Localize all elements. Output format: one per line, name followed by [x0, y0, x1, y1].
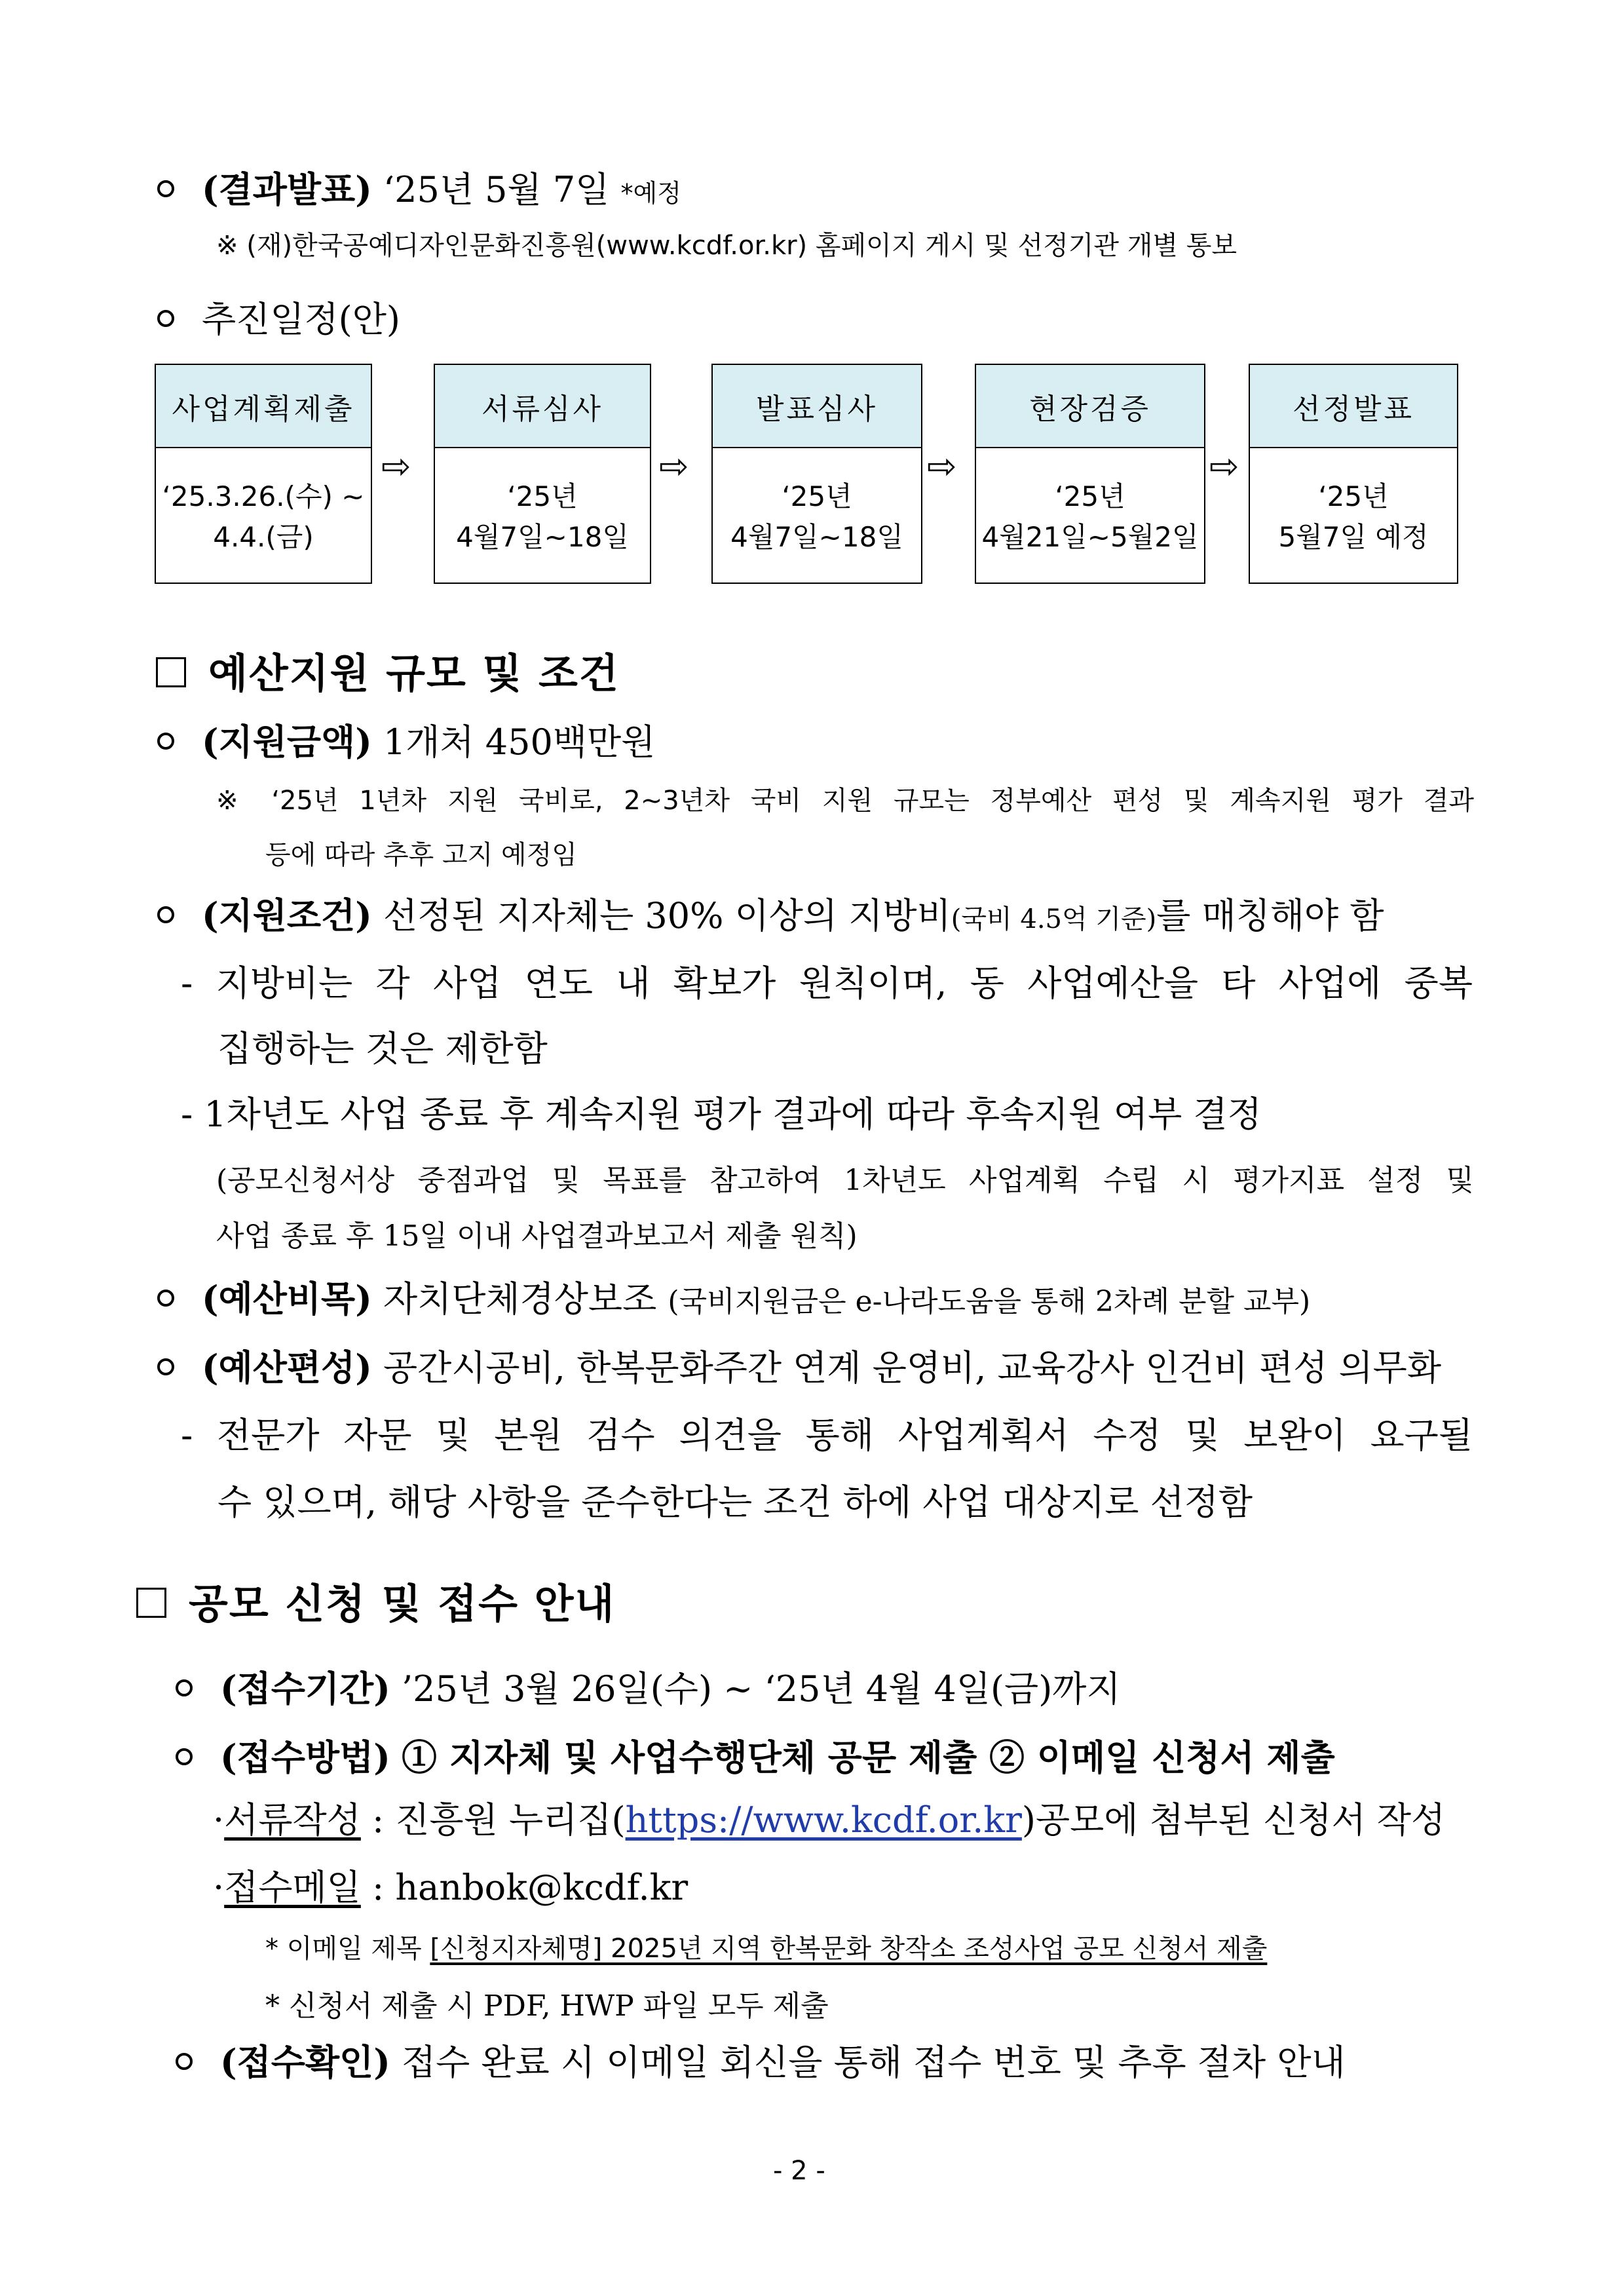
budget-item-line: [157, 1271, 1310, 1322]
condition-dash-1a: - 지방비는 각 사업 연도 내 확보가 원칙이며, 동 사업예산을 타 사업에 중복: [181, 963, 1473, 1004]
mail-note-1-prefix: * 이메일 제목: [265, 1934, 430, 1964]
step-line1: ‘25.3.26.(수) ~: [162, 480, 365, 512]
mail-note-1: [265, 1928, 1267, 1965]
circle-bullet-icon: [157, 906, 174, 923]
schedule-step-announce: [1249, 364, 1458, 584]
step-line2: 4월7일~18일: [730, 520, 903, 553]
step-line2: 4월7일~18일: [456, 520, 629, 553]
budget-heading-line: [156, 641, 620, 699]
edit-dash-b: 수 있으며, 해당 사항을 준수한다는 조건 하에 사업 대상지로 선정함: [217, 1482, 1253, 1523]
schedule-title-line: [157, 292, 400, 342]
schedule-step-document: [434, 364, 651, 584]
result-date: ‘25년 5월 7일: [383, 169, 610, 210]
edit-text: 공간시공비, 한복문화주간 연계 운영비, 교육강사 인건비 편성 의무화: [383, 1347, 1442, 1388]
circle-bullet-icon: [176, 1748, 193, 1765]
condition-dash-1b: 집행하는 것은 제한함: [217, 1028, 548, 1069]
budget-condition-line: [157, 888, 1384, 938]
square-bullet-icon: [136, 1588, 166, 1618]
step-line1: ‘25년: [507, 480, 578, 512]
circle-bullet-icon: [176, 1679, 193, 1696]
step-header: 선정발표: [1250, 365, 1457, 448]
dot-bullet-icon: ·: [213, 1799, 225, 1841]
apply-mail-line: [213, 1860, 688, 1910]
amount-note-2: 등에 따라 추후 고지 예정임: [265, 840, 577, 870]
mail-subject-format: [신청지자체명] 2025년 지역 한복문화 창작소 조성사업 공모 신청서 제출: [430, 1934, 1268, 1964]
apply-confirm-line: [176, 2035, 1346, 2085]
apply-doc-line: [213, 1792, 1445, 1843]
condition-text-end: 를 매칭해야 함: [1156, 895, 1384, 936]
kcdf-link[interactable]: https://www.kcdf.or.kr: [625, 1799, 1022, 1841]
confirm-text: 접수 완료 시 이메일 회신을 통해 접수 번호 및 추후 절차 안내: [401, 2042, 1346, 2083]
period-text: ’25년 3월 26일(수) ~ ‘25년 4월 4일(금)까지: [401, 1668, 1121, 1710]
result-line: [157, 162, 681, 212]
page-number: - 2 -: [773, 2156, 825, 2186]
dot-bullet-icon: ·: [213, 1867, 225, 1908]
doc-text-b: )공모에 첨부된 신청서 작성: [1021, 1799, 1446, 1841]
confirm-label: (접수확인): [220, 2041, 390, 2083]
mail-note-2: * 신청서 제출 시 PDF, HWP 파일 모두 제출: [265, 1989, 829, 2023]
arrow-right-icon: ⇨: [381, 446, 411, 487]
apply-method-line: [176, 1730, 1335, 1780]
period-label: (접수기간): [220, 1668, 390, 1710]
item-text: 자치단체경상보조: [383, 1278, 657, 1320]
step-line2: 4.4.(금): [213, 520, 314, 553]
step-header: 발표심사: [713, 365, 921, 448]
condition-dash-2-note-a: (공모신청서상 중점과업 및 목표를 참고하여 1차년도 사업계획 수립 시 평가지표 설정 및: [216, 1164, 1474, 1197]
step-line2: 4월21일~5월2일: [981, 520, 1199, 553]
result-sub-note: ※ (재)한국공예디자인문화진흥원(www.kcdf.or.kr) 홈페이지 게시 및 선정기관 개별 통보: [216, 231, 1237, 261]
schedule-title: 추진일정(안): [202, 299, 400, 340]
arrow-right-icon: ⇨: [659, 446, 689, 487]
circle-bullet-icon: [157, 180, 174, 197]
circle-bullet-icon: [176, 2053, 193, 2070]
condition-dash-2: - 1차년도 사업 종료 후 계속지원 평가 결과에 따라 후속지원 여부 결정: [181, 1094, 1262, 1135]
edit-label: (예산편성): [202, 1347, 372, 1388]
step-line1: ‘25년: [782, 480, 852, 512]
apply-heading: 공모 신청 및 접수 안내: [189, 1580, 616, 1628]
item-label: (예산비목): [202, 1278, 372, 1320]
doc-label: 서류작성: [224, 1799, 361, 1841]
circle-bullet-icon: [157, 733, 174, 750]
schedule-step-field: [975, 364, 1205, 584]
arrow-right-icon: ⇨: [927, 446, 957, 487]
mail-text: : hanbok@kcdf.kr: [372, 1867, 689, 1908]
circle-bullet-icon: [157, 1358, 174, 1375]
item-note: (국비지원금은 e-나라도움을 통해 2차례 분할 교부): [668, 1285, 1311, 1318]
result-note: *예정: [620, 179, 681, 208]
step-line2: 5월7일 예정: [1278, 520, 1429, 553]
amount-text: 1개처 450백만원: [383, 721, 656, 763]
step-line1: ‘25년: [1318, 480, 1389, 512]
apply-period-line: [176, 1661, 1121, 1712]
condition-text: 선정된 지자체는 30% 이상의 지방비: [383, 895, 951, 936]
amount-label: (지원금액): [202, 721, 372, 763]
step-header: 서류심사: [435, 365, 650, 448]
step-line1: ‘25년: [1055, 480, 1125, 512]
condition-dash-2-note-b: 사업 종료 후 15일 이내 사업결과보고서 제출 원칙): [216, 1219, 858, 1253]
budget-amount-line: [157, 714, 655, 765]
condition-small: (국비 4.5억 기준): [951, 904, 1157, 934]
method-text: ① 지자체 및 사업수행단체 공문 제출 ② 이메일 신청서 제출: [401, 1736, 1335, 1778]
mail-label: 접수메일: [224, 1867, 361, 1908]
circle-bullet-icon: [157, 1290, 174, 1307]
doc-text-a: : 진흥원 누리집(: [372, 1799, 626, 1841]
apply-heading-line: [136, 1571, 615, 1630]
budget-edit-line: [157, 1340, 1441, 1390]
budget-heading: 예산지원 규모 및 조건: [208, 649, 620, 697]
step-header: 현장검증: [976, 365, 1204, 448]
step-header: 사업계획제출: [156, 365, 371, 448]
arrow-right-icon: ⇨: [1209, 446, 1239, 487]
schedule-step-submit: [155, 364, 372, 584]
condition-label: (지원조건): [202, 894, 372, 936]
square-bullet-icon: [156, 657, 186, 687]
circle-bullet-icon: [157, 310, 174, 327]
edit-dash-a: - 전문가 자문 및 본원 검수 의견을 통해 사업계획서 수정 및 보완이 요구될: [181, 1415, 1473, 1456]
schedule-step-presentation: [711, 364, 922, 584]
result-label: (결과발표): [202, 168, 372, 210]
method-label: (접수방법): [220, 1736, 390, 1778]
amount-note-1: ※ ‘25년 1년차 지원 국비로, 2~3년차 국비 지원 규모는 정부예산 편성 및 계속지원 평가 결과: [216, 786, 1474, 816]
